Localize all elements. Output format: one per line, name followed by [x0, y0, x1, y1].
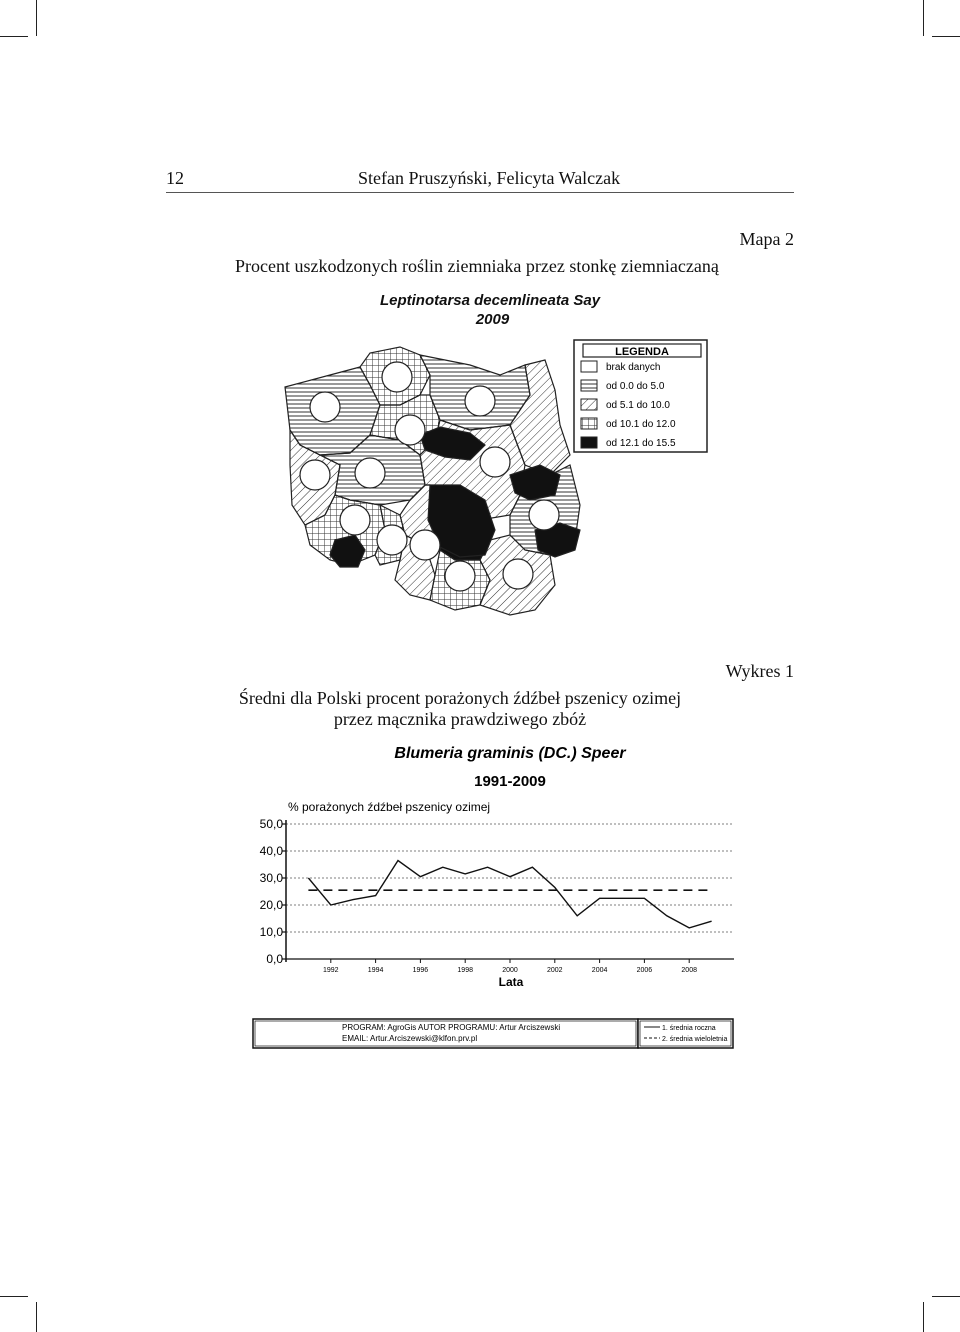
map-circle — [480, 447, 510, 477]
map-circle — [445, 561, 475, 591]
map-circle — [465, 386, 495, 416]
running-head: Stefan Pruszyński, Felicyta Walczak — [358, 168, 621, 188]
chart-x-tick-label: 2002 — [547, 967, 563, 974]
chart-y-tick-label: 40,0 — [259, 844, 283, 858]
poland-map — [270, 335, 720, 625]
crop-mark — [0, 36, 28, 37]
legend-label: od 5.1 do 10.0 — [606, 400, 670, 411]
legend-label: od 12.1 do 15.5 — [606, 438, 676, 449]
line-chart — [250, 740, 750, 1000]
chart-x-axis-label: Lata — [498, 975, 524, 989]
map-circle — [355, 458, 385, 488]
crop-mark — [0, 1296, 28, 1297]
chart-x-tick-label: 2008 — [681, 967, 697, 974]
chart-title-line2: przez mącznika prawdziwego zbóż — [333, 709, 587, 729]
chart-footer-box — [252, 1018, 735, 1050]
map-circle — [382, 362, 412, 392]
chart-y-tick-label: 20,0 — [259, 898, 283, 912]
map-circle — [300, 460, 330, 490]
chart-label: Wykres 1 — [725, 661, 794, 681]
footer-legend-1: 1. średnia roczna — [662, 1025, 716, 1032]
footer-legend-2: 2. średnia wieloletnia — [662, 1036, 728, 1043]
map-circle — [410, 530, 440, 560]
chart-x-tick-label: 2006 — [636, 967, 653, 974]
chart-period: 1991-2009 — [474, 773, 546, 790]
chart-y-tick-label: 0,0 — [266, 952, 283, 966]
legend-label: od 0.0 do 5.0 — [606, 381, 665, 392]
legend-title: LEGENDA — [615, 346, 669, 358]
chart-y-tick-label: 10,0 — [259, 925, 283, 939]
map-circle — [529, 500, 559, 530]
map-label: Mapa 2 — [739, 229, 794, 249]
chart-y-axis-label: % porażonych źdźbeł pszenicy ozimej — [288, 800, 491, 814]
legend-label: brak danych — [606, 362, 661, 373]
header-rule — [166, 192, 794, 193]
map-circle — [395, 415, 425, 445]
map-circle — [377, 525, 407, 555]
map-title: Procent uszkodzonych roślin ziemniaka przez stonkę ziemniaczaną — [235, 256, 719, 276]
chart-x-tick-label: 2000 — [502, 967, 518, 974]
chart-y-tick-label: 30,0 — [259, 871, 283, 885]
series-line-annual-mean — [308, 861, 711, 928]
chart-x-tick-label: 1994 — [367, 967, 384, 974]
crop-mark — [923, 0, 924, 36]
map-circle — [340, 505, 370, 535]
map-circle — [310, 392, 340, 422]
map-legend — [574, 340, 707, 452]
map-circle — [503, 559, 533, 589]
crop-mark — [36, 1302, 37, 1332]
chart-x-tick-label: 1992 — [323, 967, 339, 974]
chart-species-title: Blumeria graminis (DC.) Speer — [394, 745, 626, 762]
legend-label: od 10.1 do 12.0 — [606, 419, 676, 430]
crop-mark — [36, 0, 37, 36]
chart-x-tick-label: 1998 — [457, 967, 473, 974]
footer-email: EMAIL: Artur.Arciszewski@klfon.prv.pl — [342, 1034, 478, 1043]
page-number: 12 — [166, 168, 184, 188]
footer-program: PROGRAM: AgroGis AUTOR PROGRAMU: Artur Arciszewski — [342, 1023, 561, 1032]
chart-y-tick-label: 50,0 — [259, 817, 283, 831]
crop-mark — [932, 36, 960, 37]
crop-mark — [923, 1302, 924, 1332]
chart-title-line1: Średni dla Polski procent porażonych źdźbeł pszenicy ozimej — [238, 688, 682, 708]
chart-x-tick-label: 2004 — [591, 967, 608, 974]
map-species: Leptinotarsa decemlineata Say — [379, 292, 601, 309]
map-year: 2009 — [475, 311, 510, 328]
chart-x-tick-label: 1996 — [412, 967, 429, 974]
crop-mark — [932, 1296, 960, 1297]
